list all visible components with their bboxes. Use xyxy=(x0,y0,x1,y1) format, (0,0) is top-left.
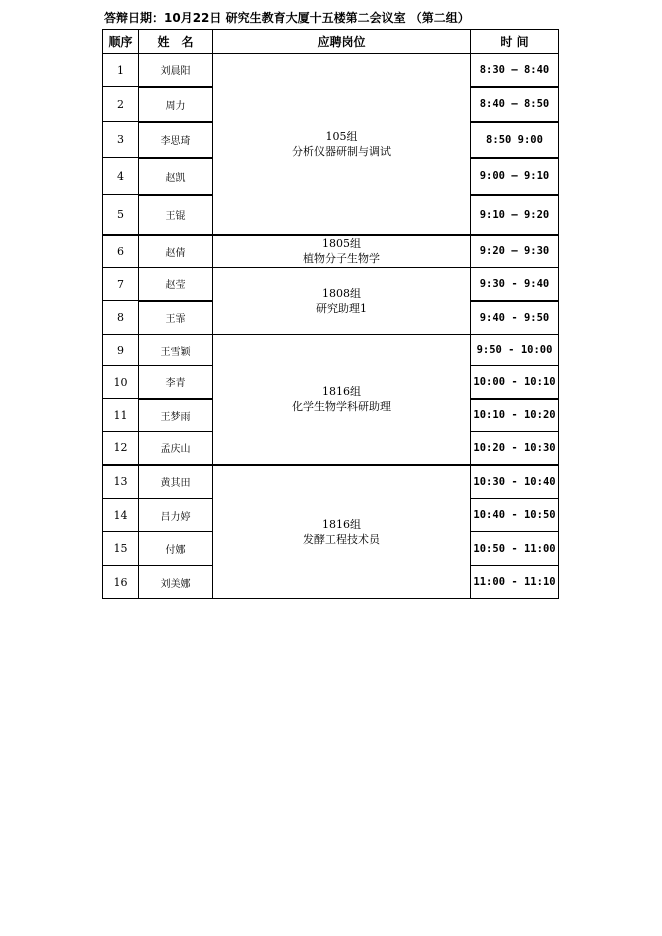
position-group: 1808组 xyxy=(322,287,361,300)
table-row xyxy=(103,465,559,499)
position-cell xyxy=(213,335,471,465)
name-cell: 王梦雨 xyxy=(139,399,213,432)
time-cell: 9:30 - 9:40 xyxy=(471,268,559,301)
position-cell xyxy=(213,465,471,599)
position-cell xyxy=(213,268,471,335)
time-cell: 10:50 - 11:00 xyxy=(471,532,559,566)
table-row xyxy=(103,335,559,366)
position-cell xyxy=(213,235,471,268)
time-cell: 8:30 — 8:40 xyxy=(471,54,559,87)
time-cell: 8:50 9:00 xyxy=(471,122,559,158)
name-cell: 王霏 xyxy=(139,301,213,335)
time-cell: 9:00 — 9:10 xyxy=(471,158,559,195)
seq-cell: 15 xyxy=(103,532,139,566)
time-cell: 9:40 - 9:50 xyxy=(471,301,559,335)
header-time: 时 间 xyxy=(471,30,559,54)
position-cell xyxy=(213,54,471,235)
position-group: 1816组 xyxy=(322,517,361,531)
seq-cell: 8 xyxy=(103,301,139,335)
time-cell: 8:40 — 8:50 xyxy=(471,87,559,122)
time-cell: 10:10 - 10:20 xyxy=(471,399,559,432)
name-cell: 李思琦 xyxy=(139,122,213,158)
name-cell: 吕力婷 xyxy=(139,499,213,532)
name-cell: 赵莹 xyxy=(139,268,213,301)
time-cell: 11:00 - 11:10 xyxy=(471,566,559,599)
name-cell: 赵倩 xyxy=(139,235,213,268)
position-group: 105组 xyxy=(325,129,358,143)
name-cell: 黄其田 xyxy=(139,465,213,499)
name-cell: 刘晨阳 xyxy=(139,54,213,87)
table-row xyxy=(103,54,559,87)
header-name: 姓 名 xyxy=(139,30,213,54)
time-cell: 9:20 — 9:30 xyxy=(471,235,559,268)
position-title: 化学生物学科研助理 xyxy=(292,400,391,414)
name-cell: 王锟 xyxy=(139,195,213,235)
time-cell: 10:20 - 10:30 xyxy=(471,432,559,465)
time-cell: 9:50 - 10:00 xyxy=(471,335,559,366)
time-cell: 10:30 - 10:40 xyxy=(471,465,559,499)
name-cell: 周力 xyxy=(139,87,213,122)
header-row xyxy=(103,30,559,54)
position-title: 研究助理1 xyxy=(316,302,367,315)
name-cell: 王雪颖 xyxy=(139,335,213,366)
page-title: 答辩日期：10月22日 研究生教育大厦十五楼第二会议室 （第二组） xyxy=(104,11,470,25)
seq-cell: 2 xyxy=(103,87,139,122)
seq-cell: 13 xyxy=(103,465,139,499)
header-position: 应聘岗位 xyxy=(213,30,471,54)
seq-cell: 1 xyxy=(103,54,139,87)
seq-cell: 4 xyxy=(103,158,139,195)
position-group: 1816组 xyxy=(322,385,361,399)
name-cell: 孟庆山 xyxy=(139,432,213,465)
seq-cell: 11 xyxy=(103,399,139,432)
name-cell: 赵凯 xyxy=(139,158,213,195)
seq-cell: 10 xyxy=(103,366,139,399)
seq-cell: 6 xyxy=(103,235,139,268)
seq-cell: 5 xyxy=(103,195,139,235)
table-row xyxy=(103,268,559,301)
position-title: 发酵工程技术员 xyxy=(303,532,380,546)
seq-cell: 14 xyxy=(103,499,139,532)
header-seq: 顺序 xyxy=(103,30,139,54)
seq-cell: 12 xyxy=(103,432,139,465)
seq-cell: 7 xyxy=(103,268,139,301)
table-row xyxy=(103,235,559,268)
name-cell: 付娜 xyxy=(139,532,213,566)
position-title: 植物分子生物学 xyxy=(303,252,380,266)
seq-cell: 9 xyxy=(103,335,139,366)
position-group: 1805组 xyxy=(322,237,361,251)
time-cell: 10:40 - 10:50 xyxy=(471,499,559,532)
seq-cell: 16 xyxy=(103,566,139,599)
schedule-table xyxy=(102,29,559,599)
name-cell: 李青 xyxy=(139,366,213,399)
position-title: 分析仪器研制与调试 xyxy=(292,144,391,158)
name-cell: 刘美娜 xyxy=(139,566,213,599)
seq-cell: 3 xyxy=(103,122,139,158)
time-cell: 9:10 — 9:20 xyxy=(471,195,559,235)
time-cell: 10:00 - 10:10 xyxy=(471,366,559,399)
